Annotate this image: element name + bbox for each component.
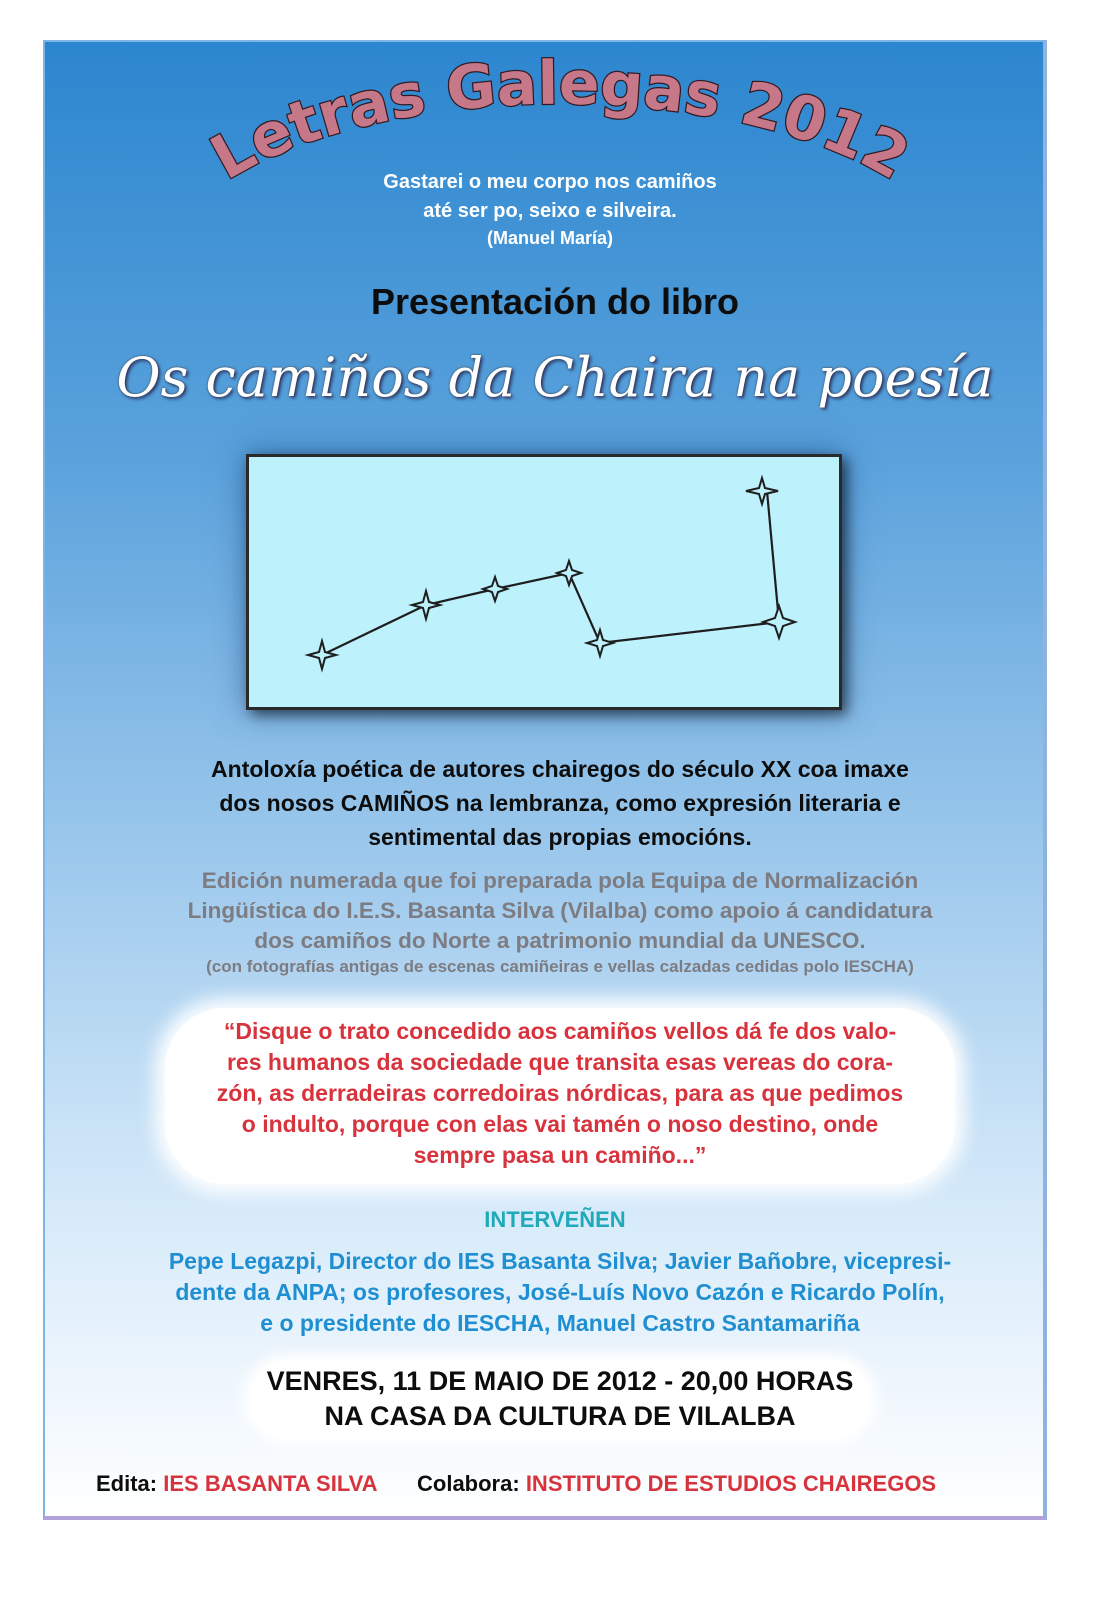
event-date: VENRES, 11 DE MAIO DE 2012 - 20,00 HORAS: [266, 1366, 854, 1396]
route-line: [322, 491, 779, 655]
colabora-label: Colabora:: [417, 1471, 520, 1496]
star-icon: [746, 478, 778, 504]
book-description: [80, 752, 1040, 854]
edition-note: (con fotografías antigas de escenas camiñeiras e vellas calzadas cedidas polo IESCHA): [206, 957, 914, 976]
epigraph: [300, 168, 800, 250]
quote-line: zón, as derradeiras corredoiras nórdicas, para as que pedimos: [216, 1080, 904, 1106]
event-details: [200, 1364, 920, 1434]
route-map-svg: [249, 457, 839, 707]
speakers-list: [110, 1246, 1010, 1339]
description-line: dos nosos CAMIÑOS na lembranza, como expresión literaria e: [219, 790, 901, 816]
colabora-value: INSTITUTO DE ESTUDIOS CHAIREGOS: [525, 1471, 937, 1496]
edition-line: Lingüística do I.E.S. Basanta Silva (Vilalba) como apoio á candidatura: [187, 898, 933, 923]
speakers-line: Pepe Legazpi, Director do IES Basanta Silva; Javier Bañobre, vicepresi-: [168, 1248, 952, 1274]
edita-value: IES BASANTA SILVA: [163, 1471, 377, 1496]
event-venue: NA CASA DA CULTURA DE VILALBA: [324, 1401, 796, 1431]
epigraph-line: até ser po, seixo e silveira.: [423, 200, 677, 222]
presentation-label: Presentación do libro: [370, 281, 740, 322]
quote-line: o indulto, porque con elas vai tamén o noso destino, onde: [241, 1111, 879, 1137]
epigraph-line: Gastarei o meu corpo nos camiños: [383, 171, 717, 193]
speakers-line: dente da ANPA; os profesores, José-Luís Novo Cazón e Ricardo Polín,: [175, 1279, 945, 1305]
star-icon: [308, 641, 336, 669]
title-text: Letras Galegas 2012: [199, 48, 921, 194]
star-icon: [587, 630, 613, 656]
quote-line: res humanos da sociedade que transita esas vereas do cora-: [226, 1049, 893, 1075]
quote-line: “Disque o trato concedido aos camiños vellos dá fe dos valo-: [223, 1018, 897, 1044]
star-icon: [557, 561, 581, 585]
star-icon: [412, 591, 440, 619]
edition-line: dos camiños do Norte a patrimonio mundial da UNESCO.: [254, 928, 866, 953]
edition-line: Edición numerada que foi preparada pola Equipa de Normalización: [201, 868, 919, 893]
speakers-line: e o presidente do IESCHA, Manuel Castro Santamariña: [260, 1310, 860, 1336]
route-map-illustration: [246, 454, 842, 710]
credits-line: [96, 1471, 1036, 1497]
edita-label: Edita:: [96, 1471, 158, 1496]
star-icon: [483, 577, 507, 601]
speakers-heading: INTERVEÑEN: [484, 1207, 626, 1232]
star-icon: [763, 606, 795, 638]
quote-block: [165, 1016, 955, 1171]
epigraph-author: (Manuel María): [486, 228, 614, 248]
edition-info: [80, 866, 1040, 978]
quote-line: sempre pasa un camiño...”: [413, 1142, 707, 1168]
description-line: Antoloxía poética de autores chairegos do século XX coa imaxe: [211, 756, 909, 782]
book-title: Os camiños da Chaira na poesía: [116, 346, 994, 409]
description-line: sentimental das propias emocións.: [368, 824, 752, 850]
